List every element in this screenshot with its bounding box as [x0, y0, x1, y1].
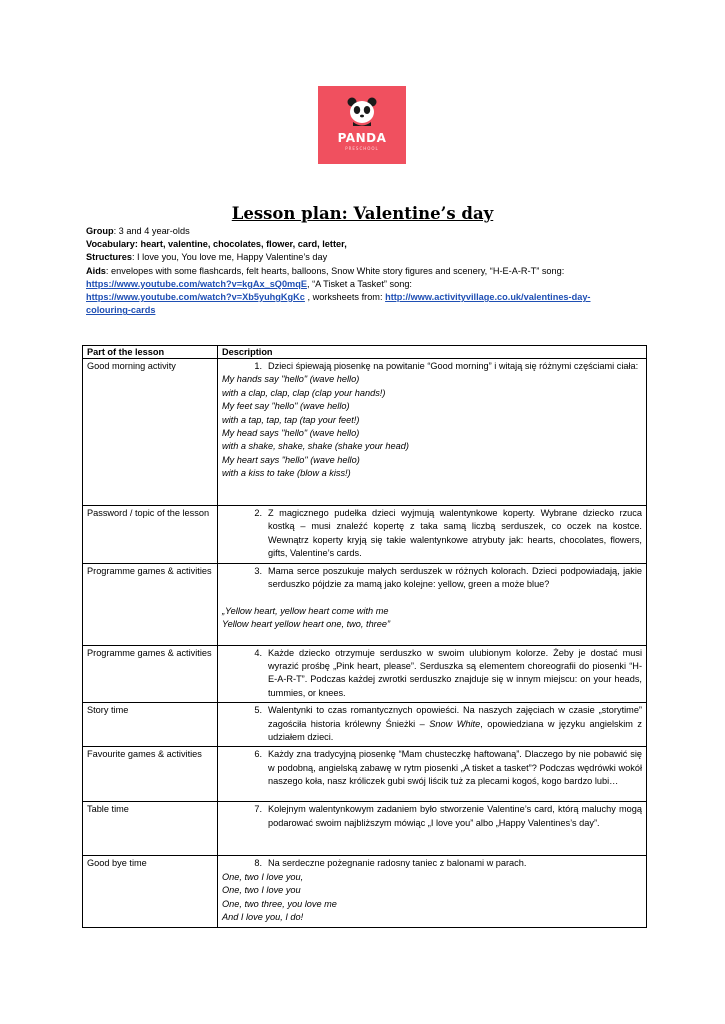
logo-subtext: PRESCHOOL: [345, 146, 379, 151]
step-text: Mama serce poszukuje małych serduszek w różnych kolorach. Dzieci podpowiadają, jakie serduszko pójdzie za mamą jako kolejne: yellow, green a może blue?: [268, 565, 642, 590]
lesson-description: [218, 802, 647, 856]
step-number: 6.: [254, 749, 262, 760]
group-label: Group: [86, 226, 114, 236]
lesson-description: [218, 563, 647, 645]
aids-line: [86, 265, 646, 278]
page-title: Lesson plan: Valentine’s day: [231, 204, 494, 223]
lesson-description: [218, 856, 647, 927]
lesson-description: [218, 359, 647, 506]
song-line: My head says "hello" (wave hello): [222, 428, 360, 439]
logo-text: PANDA: [337, 131, 387, 145]
song-line: Yellow heart yellow heart one, two, three”: [222, 619, 391, 630]
song-line: with a clap, clap, clap (clap your hands!): [222, 387, 386, 398]
lesson-part: Programme games & activities: [83, 563, 218, 645]
song-line: with a kiss to take (blow a kiss!): [222, 468, 351, 479]
story-title: Snow White: [429, 718, 481, 729]
song-line: „Yellow heart, yellow heart come with me: [222, 605, 389, 616]
table-header-row: [83, 346, 647, 359]
table-row: [83, 747, 647, 802]
structures-line: [86, 251, 646, 264]
lesson-description: [218, 747, 647, 802]
group-value: : 3 and 4 year-olds: [113, 226, 190, 236]
song-line: And I love you, I do!: [222, 912, 304, 923]
structures-value: : I love you, You love me, Happy Valentine’s day: [131, 252, 328, 263]
aids-value: : envelopes with some flashcards, felt hearts, balloons, Snow White story figures and scenery, “H-E-A-R-T” song:: [105, 265, 565, 276]
step-text: Dzieci śpiewają piosenkę na powitanie “Good morning” i witają się różnymi częściami ciała:: [268, 361, 639, 371]
step-text-part: , opowiedziana w języku angielskim z udziałem dzieci.: [268, 718, 642, 743]
song-line: One, two I love you,: [222, 871, 304, 882]
song-line: My feet say "hello" (wave hello): [222, 401, 350, 412]
table-row: [83, 563, 647, 645]
song-line: with a shake, shake, shake (shake your head): [222, 441, 409, 452]
lesson-part: Good bye time: [83, 856, 218, 927]
song-line: My heart says "hello" (wave hello): [222, 454, 360, 465]
song-line: One, two I love you: [222, 885, 301, 896]
lesson-part: Favourite games & activities: [83, 747, 218, 802]
column-header-part: Part of the lesson: [83, 346, 218, 359]
lesson-meta: [86, 225, 646, 317]
lesson-part: Table time: [83, 802, 218, 856]
step-number: 2.: [254, 508, 262, 518]
links-line-2: [86, 291, 646, 304]
table-row: [83, 645, 647, 703]
table-row: [83, 359, 647, 506]
lesson-description: [218, 506, 647, 564]
step-text: Każde dziecko otrzymuje serduszko w swoim ulubionym kolorze. Żeby je dostać musi wyrazić prośbę „Pink heart, please”. Serduszka są elementem choreografii do piosenki “H-E-A-R-T”. Podczas każdej zwrotki serduszko znajduje się w innym miejscu: on your heads, tummies, or knees.: [268, 647, 642, 698]
step-text: Kolejnym walentynkowym zadaniem było stworzenie Valentine’s card, którą maluchy mogą podarować swoim najbliższym mówiąc „I love you” albo „Happy Valentines’s day”.: [268, 804, 642, 828]
step-number: 3.: [254, 565, 262, 576]
links-line-3: [86, 304, 646, 317]
column-header-description: Description: [218, 346, 647, 359]
song-line: My hands say "hello" (wave hello): [222, 374, 360, 385]
lesson-description: [218, 645, 647, 703]
step-text: Na serdeczne pożegnanie radosny taniec z balonami w parach.: [268, 858, 527, 869]
heart-song-link[interactable]: https://www.youtube.com/watch?v=kgAx_sQ0mqE: [86, 278, 307, 289]
step-text: [268, 704, 642, 744]
lesson-description: [218, 703, 647, 747]
step-number: 8.: [254, 858, 262, 869]
aids-label: Aids: [86, 265, 106, 276]
vocabulary-value: : heart, valentine, chocolates, flower, card, letter,: [134, 239, 347, 250]
tisket-song-label: , “A Tisket a Tasket” song:: [306, 278, 412, 289]
table-row: [83, 856, 647, 927]
panda-logo: [318, 86, 406, 164]
step-number: 7.: [254, 804, 262, 815]
step-number: 1.: [254, 361, 262, 371]
group-line: [86, 225, 646, 238]
lesson-part: Programme games & activities: [83, 645, 218, 703]
worksheets-label: , worksheets from:: [304, 292, 386, 303]
table-row: [83, 802, 647, 856]
table-row: [83, 703, 647, 747]
lesson-part: Good morning activity: [83, 359, 218, 506]
panda-icon: [347, 96, 377, 128]
lesson-plan-table: [82, 345, 647, 928]
step-number: 4.: [254, 647, 262, 658]
lesson-part: Story time: [83, 703, 218, 747]
vocabulary-label: Vocabulary: [86, 239, 135, 250]
structures-label: Structures: [86, 252, 132, 263]
step-text-part: Walentynki to czas romantycznych opowieści. Na naszych zajęciach w czasie „storytime” zagościła historia królewny Śnieżki –: [268, 705, 642, 729]
worksheets-link-continued[interactable]: colouring-cards: [86, 305, 156, 316]
step-number: 5.: [254, 705, 262, 716]
links-line-1: [86, 278, 646, 291]
song-line: with a tap, tap, tap (tap your feet!): [222, 414, 360, 425]
vocabulary-line: [86, 238, 646, 251]
step-text: Z magicznego pudełka dzieci wyjmują walentynkowe koperty. Wybrane dziecko rzuca kostką – musi znaleźć kopertę z taka samą liczbą serduszek, co oczek na kostce. Wewnątrz koperty kryją się takie walentynkowe atrybuty jak: hearts, chocolates, flowers, gifts, Valentine’s cards.: [268, 508, 642, 559]
table-row: [83, 506, 647, 564]
tisket-song-link[interactable]: https://www.youtube.com/watch?v=Xb5yuhgKgKc: [86, 292, 305, 303]
step-text: Każdy zna tradycyjną piosenkę “Mam chusteczkę haftowaną”. Dlaczego by nie pobawić się w podobną, angielską zabawę w rytm piosenki „A tisket a tasket”? Podczas wędrówki wokół naszego koła, nasz króliczek gubi swój liścik tuż za plecami kogoś, kogo bardzo lubi…: [268, 749, 642, 787]
worksheets-link[interactable]: http://www.activityvillage.co.uk/valentines-day-: [385, 292, 591, 303]
lesson-part: Password / topic of the lesson: [83, 506, 218, 564]
song-line: One, two three, you love me: [222, 898, 337, 909]
